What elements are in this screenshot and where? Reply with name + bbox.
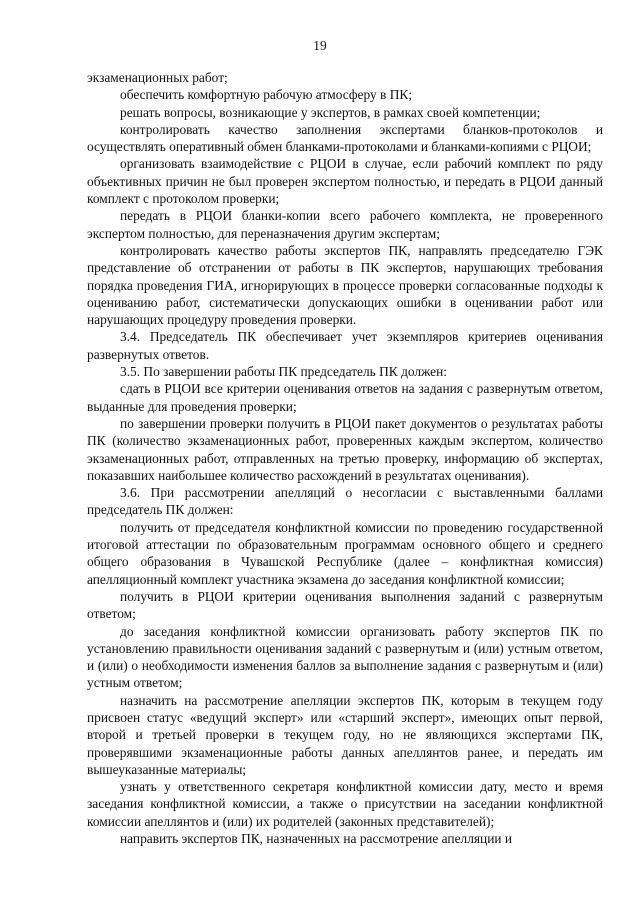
page-number: 19 [313,38,327,53]
paragraph: направить экспертов ПК, назначенных на рассмотрение апелляции и [120,831,513,847]
paragraph: назначить на рассмотрение апелляции экспертов ПК, которым в текущем году присвоен статус «ведущий эксперт» или «старший эксперт», имеющих опыт первой, второй и третьей проверки в текущем году, но не являющихся экспертами ПК, проверявшими экзаменационные работы данных апеллянтов ранее, и передать им вышеуказанные материалы; [87,692,603,777]
paragraph: получить в РЦОИ критерии оценивания выполнения заданий с развернутым ответом; [87,588,603,622]
paragraph: до заседания конфликтной комиссии организовать работу экспертов ПК по установлению правильности оценивания заданий с развернутым и (или) устным ответом, и (или) о необходимости изменения баллов за выполнение задания с развернутым и (или) устным ответом; [87,623,603,691]
paragraph: 3.6. При рассмотрении апелляций о несогласии с выставленными баллами председатель ПК должен: [87,485,603,518]
paragraph: организовать взаимодействие с РЦОИ в случае, если рабочий комплект по ряду объективных причин не был проверен экспертом полностью, и передать в РЦОИ данный комплект с протоколом проверки; [87,156,603,207]
paragraph: узнать у ответственного секретаря конфликтной комиссии дату, место и время заседания конфликтной комиссии, а также о присутствии на заседании конфликтной комиссии апеллянтов и (или) их родителей (законных представителей); [87,779,603,829]
paragraph: получить от председателя конфликтной комиссии по проведению государственной итоговой аттестации по образовательным программам основного общего и среднего общего образования в Чувашской Республике (далее – конфликтная комиссия) апелляционный комплект участника экзамена до заседания конфликтной комиссии; [87,519,603,587]
document-body [87,69,603,847]
paragraph: 3.5. По завершении работы ПК председатель ПК должен: [120,364,448,380]
paragraph: передать в РЦОИ бланки-копии всего рабочего комплекта, не проверенного экспертом полностью, для переназначения другим экспертам; [87,208,603,241]
paragraph: экзаменационных работ; [87,70,228,85]
paragraph: контролировать качество работы экспертов ПК, направлять председателю ГЭК представление об отстранении от работы в ПК экспертов, нарушающих требования порядка проведения ГИА, игнорирующих в процессе проверки согласованные подходы к оцениванию работ, систематически допускающих ошибки в оценивании работ или нарушающих процедуру проведения проверки. [87,242,603,328]
paragraph: 3.4. Председатель ПК обеспечивает учет экземпляров критериев оценивания развернутых ответов. [87,329,603,362]
paragraph: контролировать качество заполнения экспертами бланков-протоколов и осуществлять оперативный обмен бланками-протоколами и бланками-копиями с РЦОИ; [87,121,603,155]
paragraph: по завершении проверки получить в РЦОИ пакет документов о результатах работы ПК (количество экзаменационных работ, проверенных каждым экспертом, количество экзаменационных работ, отправленных на третью проверку, информацию об экспертах, показавших наибольшее количество расхождений в результатах оценивания). [87,415,603,483]
paragraph: обеспечить комфортную рабочую атмосферу в ПК; [120,87,413,103]
paragraph: сдать в РЦОИ все критерии оценивания ответов на задания с развернутым ответом, выданные для проведения проверки; [87,381,603,414]
paragraph: решать вопросы, возникающие у экспертов, в рамках своей компетенции; [120,104,541,120]
